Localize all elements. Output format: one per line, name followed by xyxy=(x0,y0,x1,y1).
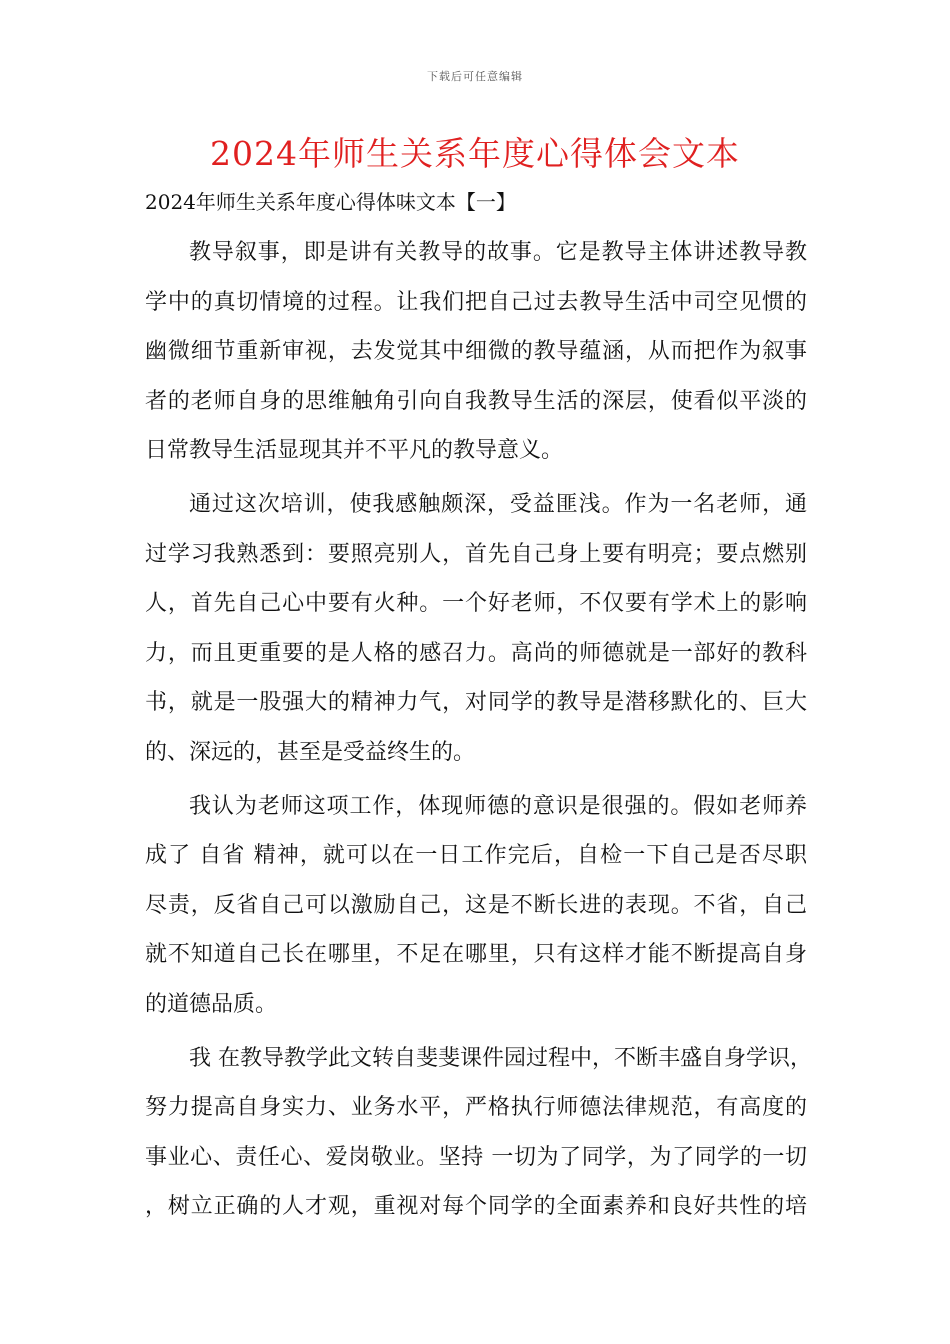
paragraph-4 xyxy=(145,1034,812,1232)
paragraph-line: 通过这次培训，使我感触颇深，受益匪浅。作为一名老师，通 xyxy=(189,491,807,517)
body-text xyxy=(145,228,812,1236)
paragraph-line: 学中的真切情境的过程。让我们把自己过去教导生活中司空见惯的 xyxy=(145,289,807,315)
paragraph-2 xyxy=(145,480,807,778)
paragraph-line: 努力提高自身实力、业务水平，严格执行师德法律规范，有高度的 xyxy=(145,1095,807,1121)
paragraph-line: 我认为老师这项工作，体现师德的意识是很强的。假如老师养 xyxy=(189,793,807,819)
paragraph-1 xyxy=(145,228,807,476)
paragraph-line: 教导叙事，即是讲有关教导的故事。它是教导主体讲述教导教 xyxy=(189,240,807,265)
paragraph-line: 力，而且更重要的是人格的感召力。高尚的师德就是一部好的教科 xyxy=(145,640,807,666)
paragraph-3 xyxy=(145,782,807,1030)
paragraph-line: 日常教导生活显现其并不平凡的教导意义。 xyxy=(145,438,564,464)
paragraph-line: 就不知道自己长在哪里，不足在哪里，只有这样才能不断提高自身 xyxy=(145,942,807,968)
paragraph-line: 尽责，反省自己可以激励自己，这是不断长进的表现。不省，自己 xyxy=(145,892,807,918)
paragraph-line: 我 在教导教学此文转自斐斐课件园过程中，不断丰盛自身学识， xyxy=(189,1045,812,1071)
paragraph-line: 事业心、责任心、爱岗敬业。坚持 一切为了同学，为了同学的一切 xyxy=(145,1144,807,1170)
paragraph-line: ，树立正确的人才观，重视对每个同学的全面素养和良好共性的培 xyxy=(145,1194,807,1220)
paragraph-line: 过学习我熟悉到：要照亮别人，首先自己身上要有明亮；要点燃别 xyxy=(145,541,807,567)
document-subtitle: 2024年师生关系年度心得体味文本【一】 xyxy=(145,190,516,214)
paragraph-line: 书，就是一股强大的精神力气，对同学的教导是潜移默化的、巨大 xyxy=(145,690,807,716)
paragraph-line: 人，首先自己心中要有火种。一个好老师，不仅要有学术上的影响 xyxy=(145,591,807,617)
paragraph-line: 的道德品质。 xyxy=(145,991,278,1017)
paragraph-line: 的、深远的，甚至是受益终生的。 xyxy=(145,739,476,765)
document-title: 2024年师生关系年度心得体会文本 xyxy=(210,134,740,173)
paragraph-line: 成了 自省 精神，就可以在一日工作完后，自检一下自己是否尽职 xyxy=(145,843,807,869)
header-note: 下载后可任意编辑 xyxy=(427,70,523,83)
paragraph-line: 幽微细节重新审视，去发觉其中细微的教导蕴涵，从而把作为叙事 xyxy=(145,339,807,365)
paragraph-line: 者的老师自身的思维触角引向自我教导生活的深层，使看似平淡的 xyxy=(145,388,807,414)
